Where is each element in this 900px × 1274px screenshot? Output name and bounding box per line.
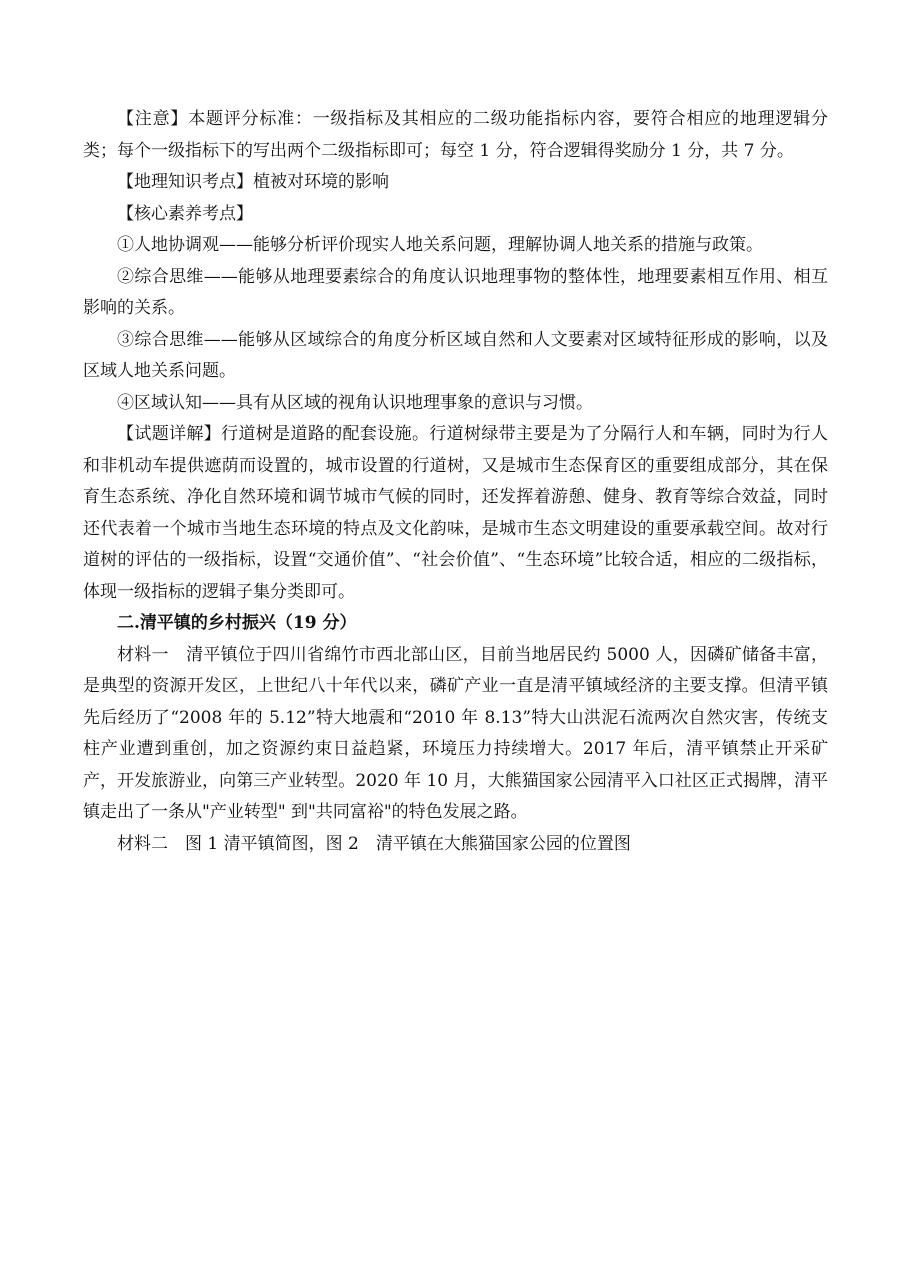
core-literacy-item-1: ①人地协调观——能够分析评价现实人地关系问题，理解协调人地关系的措施与政策。 bbox=[117, 235, 763, 255]
core-literacy-item-4: ④区域认知——具有从区域的视角认识地理事象的意识与习惯。 bbox=[117, 392, 593, 413]
notice-label: 【注意】 bbox=[117, 109, 189, 129]
explanation-label: 【试题详解】 bbox=[117, 424, 222, 444]
section-heading: 二.清平镇的乡村振兴（19 分） bbox=[117, 613, 357, 633]
core-literacy-item-2: ②综合思维——能够从地理要素综合的角度认识地理事物的整体性，地理要素相互作用、相互影响的关系。 bbox=[83, 266, 828, 318]
core-literacy-label: 【核心素养考点】 bbox=[117, 203, 253, 224]
material-one-paragraph: 材料一 清平镇位于四川省绵竹市西北部山区，目前当地居民约 5000 人，因磷矿储备丰富，是典型的资源开发区，上世纪八十年代以来，磷矿产业一直是清平镇域经济的主要支撑。但清平镇先后经历了“2008 年的 5.12”特大地震和“2010 年 8.13”特大山洪泥石流两次自然灾害，传统支柱产业遭到重创，加之资源约束日益趋紧，环境压力持续增大。2017 年后，清平镇禁止开采矿产，开发旅游业，向第三产业转型。2020 年 10 月，大熊猫国家公园清平入口社区正式揭牌，清平镇走出了一条从"产业转型" 到"共同富裕"的特色发展之路。 bbox=[83, 644, 828, 822]
knowledge-point-paragraph bbox=[83, 167, 828, 199]
knowledge-point-label: 【地理知识考点】 bbox=[117, 172, 253, 192]
material-two-paragraph: 材料二 图 1 清平镇简图，图 2 清平镇在大熊猫国家公园的位置图 bbox=[117, 833, 631, 854]
explanation-paragraph bbox=[83, 419, 828, 608]
notice-text: 本题评分标准：一级指标及其相应的二级功能指标内容，要符合相应的地理逻辑分类；每个一级指标下的写出两个二级指标即可；每空 1 分，符合逻辑得奖励分 1 分，共 7 分。 bbox=[83, 109, 829, 161]
knowledge-point-text: 植被对环境的影响 bbox=[253, 172, 389, 192]
core-literacy-item-3: ③综合思维——能够从区域综合的角度分析区域自然和人文要素对区域特征形成的影响，以及区域人地关系问题。 bbox=[83, 329, 828, 381]
explanation-text: 行道树是道路的配套设施。行道树绿带主要是为了分隔行人和车辆，同时为行人和非机动车提供遮荫而设置的，城市设置的行道树，又是城市生态保育区的重要组成部分，其在保育生态系统、净化自然环境和调节城市气候的同时，还发挥着游憩、健身、教育等综合效益，同时还代表着一个城市当地生态环境的特点及文化韵味，是城市生态文明建设的重要承载空间。故对行道树的评估的一级指标，设置“交通价值”、“社会价值”、“生态环境”比较合适，相应的二级指标，体现一级指标的逻辑子集分类即可。 bbox=[83, 424, 829, 602]
notice-paragraph bbox=[83, 104, 828, 167]
document-page bbox=[83, 104, 828, 860]
